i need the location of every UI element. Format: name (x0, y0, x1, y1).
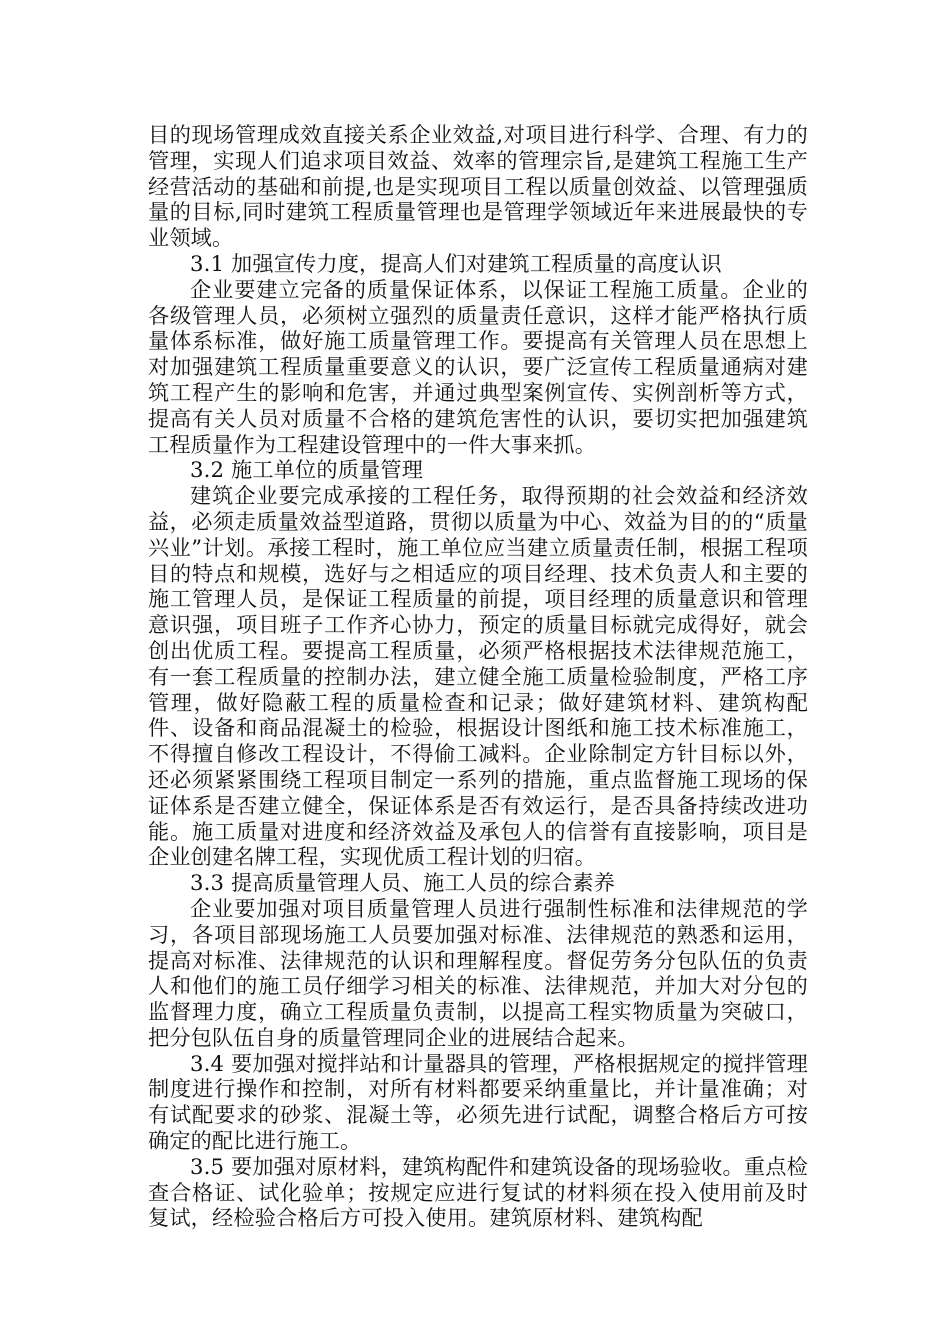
body-paragraph: 企业要加强对项目质量管理人员进行强制性标准和法律规范的学习，各项目部现场施工人员要加强对标准、法律规范的熟悉和运用，提高对标准、法律规范的认识和理解程度。督促劳务分包队伍的负责人和他们的施工员仔细学习相关的标准、法律规范，并加大对分包的监督理力度，确立工程质量负责制，以提高工程实物质量为突破口，把分包队伍自身的质量管理同企业的进展结合起来。 (148, 895, 808, 1050)
body-paragraph-3-4: 3.4 要加强对搅拌站和计量器具的管理，严格根据规定的搅拌管理制度进行操作和控制，对所有材料都要采纳重量比，并计量准确；对有试配要求的砂浆、混凝土等，必须先进行试配，调整合格后方可按确定的配比进行施工。 (148, 1050, 808, 1154)
document-page (148, 122, 808, 1231)
body-paragraph: 目的现场管理成效直接关系企业效益,对项目进行科学、合理、有力的管理，实现人们追求项目效益、效率的管理宗旨,是建筑工程施工生产经营活动的基础和前提,也是实现项目工程以质量创效益、以管理强质量的目标,同时建筑工程质量管理也是管理学领域近年来进展最快的专业领域。 (148, 122, 808, 251)
body-paragraph: 建筑企业要完成承接的工程任务，取得预期的社会效益和经济效益，必须走质量效益型道路，贯彻以质量为中心、效益为目的的“质量兴业”计划。承接工程时，施工单位应当建立质量责任制，根据工程项目的特点和规模，选好与之相适应的项目经理、技术负责人和主要的施工管理人员，是保证工程质量的前提，项目经理的质量意识和管理意识强，项目班子工作齐心协力，预定的质量目标就完成得好，就会创出优质工程。要提高工程质量，必须严格根据技术法律规范施工，有一套工程质量的控制办法，建立健全施工质量检验制度，严格工序管理，做好隐蔽工程的质量检查和记录；做好建筑材料、建筑构配件、设备和商品混凝土的检验，根据设计图纸和施工技术标准施工，不得擅自修改工程设计，不得偷工减料。企业除制定方针目标以外，还必须紧紧围绕工程项目制定一系列的措施，重点监督施工现场的保证体系是否建立健全，保证体系是否有效运行，是否具备持续改进功能。施工质量对进度和经济效益及承包人的信誉有直接影响，项目是企业创建名牌工程，实现优质工程计划的归宿。 (148, 483, 808, 870)
section-heading-3-1: 3.1 加强宣传力度，提高人们对建筑工程质量的高度认识 (190, 250, 722, 276)
section-heading-3-2: 3.2 施工单位的质量管理 (190, 457, 424, 483)
body-paragraph-3-5: 3.5 要加强对原材料，建筑构配件和建筑设备的现场验收。重点检查合格证、试化验单；按规定应进行复试的材料须在投入使用前及时复试，经检验合格后方可投入使用。建筑原材料、建筑构配 (148, 1153, 808, 1231)
body-paragraph: 企业要建立完备的质量保证体系，以保证工程施工质量。企业的各级管理人员，必须树立强烈的质量责任意识，这样才能严格执行质量体系标准，做好施工质量管理工作。要提高有关管理人员在思想上对加强建筑工程质量重要意义的认识，要广泛宣传工程质量通病对建筑工程产生的影响和危害，并通过典型案例宣传、实例剖析等方式，提高有关人员对质量不合格的建筑危害性的认识，要切实把加强建筑工程质量作为工程建设管理中的一件大事来抓。 (148, 276, 808, 457)
section-heading-3-3: 3.3 提高质量管理人员、施工人员的综合素养 (190, 870, 616, 896)
